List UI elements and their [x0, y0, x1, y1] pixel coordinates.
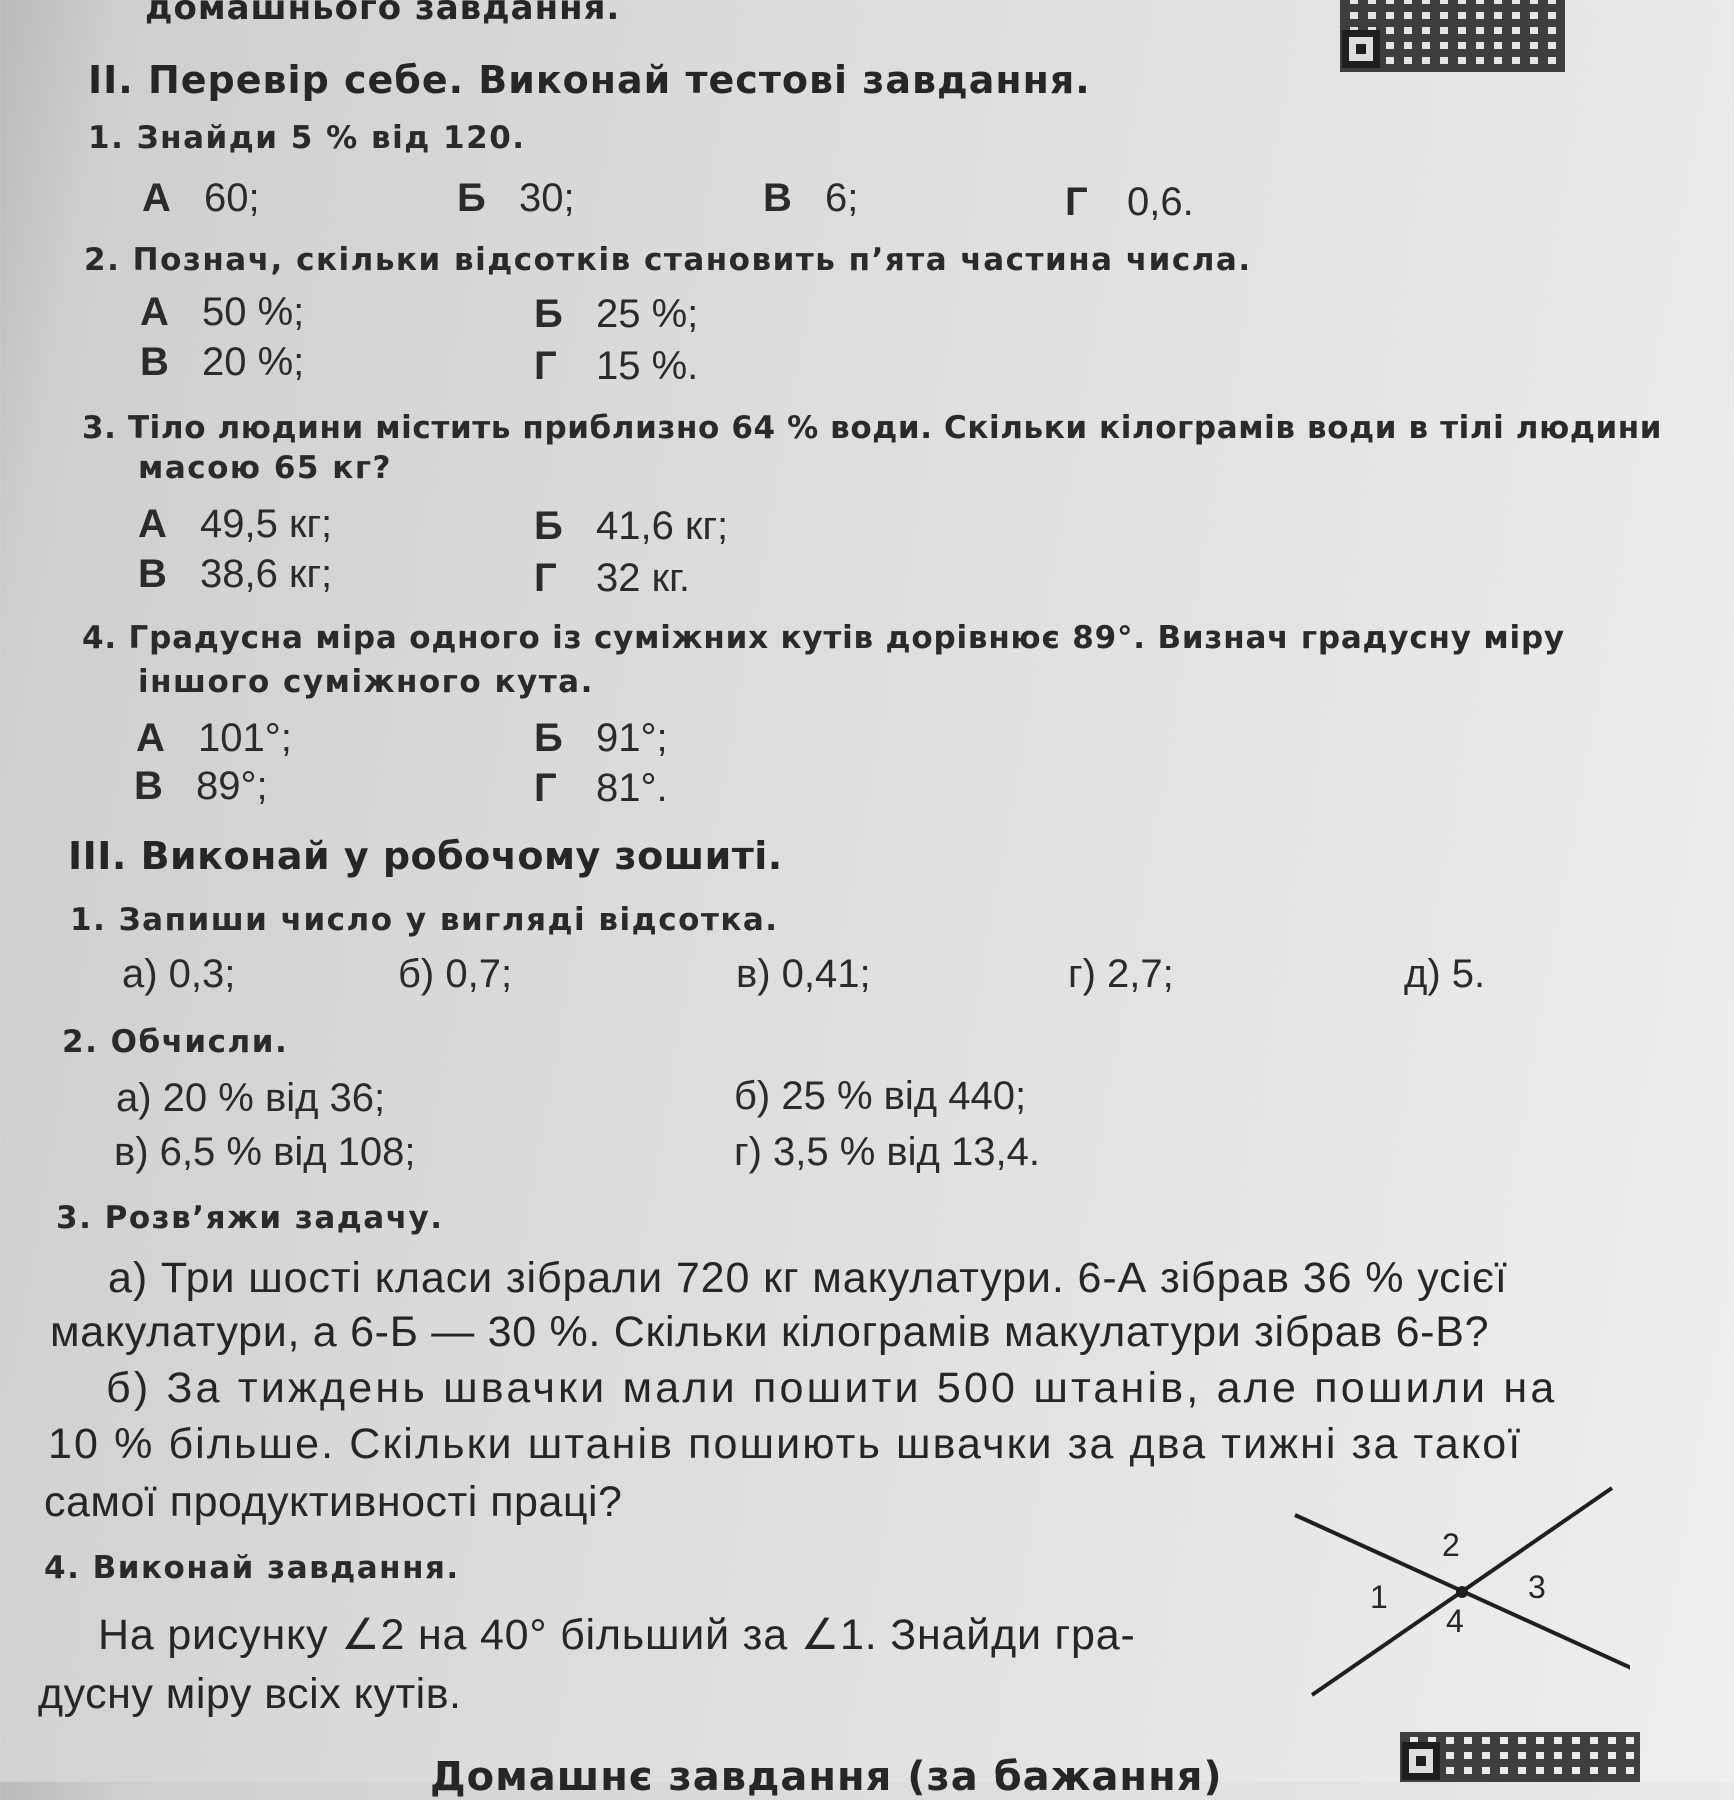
t1-item-b: б) 0,7;	[398, 952, 513, 996]
q1-option-a: А 60;	[142, 176, 260, 220]
q1-option-b: Б 30;	[457, 176, 575, 220]
angles-diagram	[1290, 1480, 1630, 1710]
t3-text: 3. Розв’яжи задачу.	[56, 1200, 444, 1236]
q1-option-g: Г 0,6.	[1065, 180, 1194, 224]
t3-a-line2: макулатури, а 6-Б — 30 %. Скільки кілограмів макулатури зібрав 6-В?	[50, 1308, 1490, 1356]
q3-line2: масою 65 кг?	[138, 450, 393, 486]
q2-option-b: Б 25 %;	[534, 292, 699, 336]
angle-label-2: 2	[1442, 1527, 1460, 1563]
t4-text: 4. Виконай завдання.	[44, 1550, 460, 1586]
section2-title: II. Перевір себе. Виконай тестові завдання.	[88, 58, 1091, 102]
q4-option-g: Г 81°.	[534, 766, 668, 810]
t1-item-d: д) 5.	[1404, 952, 1486, 996]
t3-a-line1: а) Три шості класи зібрали 720 кг макулатури. 6-А зібрав 36 % усієї	[108, 1254, 1508, 1302]
t2-item-a: а) 20 % від 36;	[116, 1076, 386, 1120]
t3-b-line1: б) За тиждень швачки мали пошити 500 штанів, але пошили на	[106, 1364, 1558, 1412]
q3-line1: 3. Тіло людини містить приблизно 64 % води. Скільки кілограмів води в тілі людини	[82, 410, 1663, 446]
t3-b-line3: самої продуктивності праці?	[44, 1478, 623, 1526]
q4-option-b: Б 91°;	[534, 716, 668, 760]
t4-line2: дусну міру всіх кутів.	[38, 1670, 462, 1718]
qr-corner-icon	[1402, 1742, 1440, 1780]
qr-corner-icon	[1342, 30, 1380, 68]
q3-option-b: Б 41,6 кг;	[534, 504, 729, 548]
q3-option-v: В 38,6 кг;	[138, 552, 333, 596]
t1-item-v: в) 0,41;	[736, 952, 871, 996]
top-line: домашнього завдання.	[145, 0, 621, 28]
q1-text: 1. Знайди 5 % від 120.	[88, 120, 526, 156]
section3-title: III. Виконай у робочому зошиті.	[68, 834, 783, 878]
q4-option-a: А 101°;	[136, 716, 292, 760]
q1-option-v: В 6;	[763, 176, 859, 220]
t1-item-g: г) 2,7;	[1068, 952, 1174, 996]
diagram-intersection-point	[1456, 1586, 1468, 1598]
q4-line1: 4. Градусна міра одного із суміжних кутів дорівнює 89°. Визнач градусну міру	[82, 620, 1565, 656]
t2-text: 2. Обчисли.	[62, 1024, 289, 1060]
t1-item-a: а) 0,3;	[122, 952, 236, 996]
bottom-cut-heading: Домашнє завдання (за бажання)	[430, 1754, 1223, 1800]
q4-line2: іншого суміжного кута.	[138, 664, 594, 700]
t1-text: 1. Запиши число у вигляді відсотка.	[70, 902, 779, 938]
q2-option-v: В 20 %;	[140, 340, 305, 384]
t2-item-g: г) 3,5 % від 13,4.	[734, 1130, 1040, 1174]
angle-label-3: 3	[1528, 1569, 1546, 1605]
t3-b-line2: 10 % більше. Скільки штанів пошиють швачки за два тижні за такої	[48, 1420, 1523, 1468]
t4-line1: На рисунку ∠2 на 40° більший за ∠1. Знайди гра-	[98, 1611, 1136, 1659]
q2-option-a: А 50 %;	[140, 290, 305, 334]
q2-option-g: Г 15 %.	[534, 344, 699, 388]
q3-option-g: Г 32 кг.	[534, 556, 690, 600]
t2-item-b: б) 25 % від 440;	[734, 1074, 1027, 1118]
angle-label-1: 1	[1370, 1579, 1388, 1615]
t2-item-v: в) 6,5 % від 108;	[114, 1130, 416, 1174]
angle-label-4: 4	[1446, 1603, 1464, 1639]
q2-text: 2. Познач, скільки відсотків становить п’ята частина числа.	[84, 242, 1252, 278]
q3-option-a: А 49,5 кг;	[138, 502, 333, 546]
q4-option-v: В 89°;	[134, 764, 268, 808]
